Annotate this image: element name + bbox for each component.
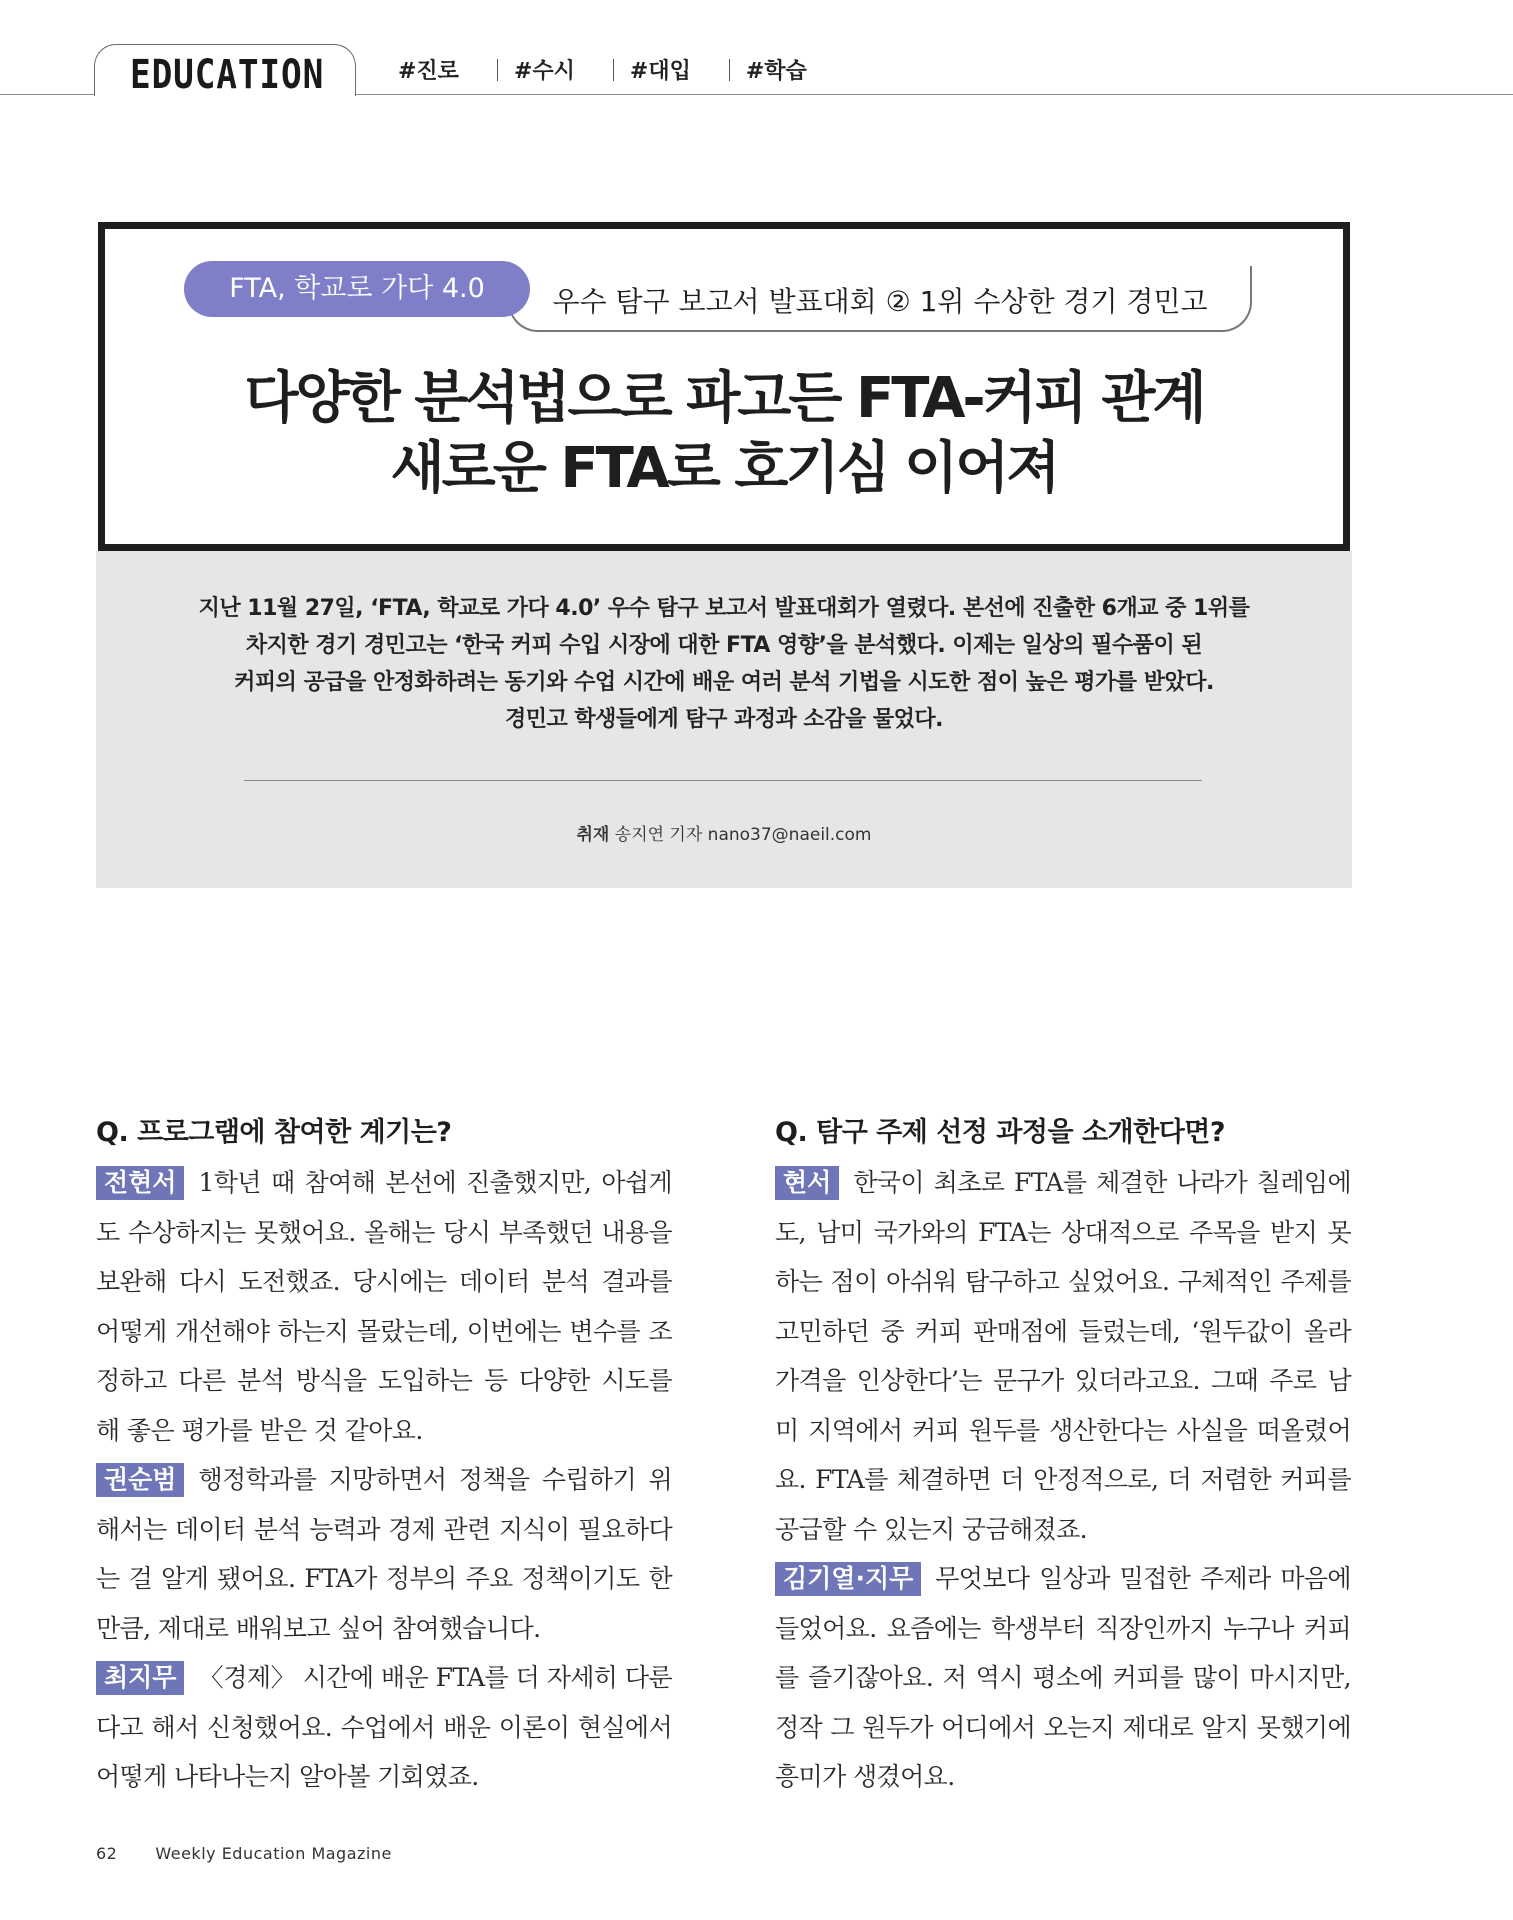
answer-text: 1학년 때 참여해 본선에 진출했지만, 아쉽게도 수상하지는 못했어요. 올해는 당시 부족했던 내용을 보완해 다시 도전했죠. 당시에는 데이터 분석 결과를 어떻게 개선해야 하는지 몰랐는데, 이번에는 변수를 조정하고 다른 분석 방식을 도입하는 등 다양한 시도를 해 좋은 평가를 받은 것 같아요. [96, 1168, 672, 1445]
series-badge: FTA, 학교로 가다 4.0 [184, 261, 530, 317]
section-label: EDUCATION [130, 52, 325, 98]
tag-early-admission[interactable]: #수시 [513, 59, 575, 84]
tag-university-entrance[interactable]: #대입 [629, 59, 691, 84]
answer-text: 행정학과를 지망하면서 정책을 수립하기 위해서는 데이터 분석 능력과 경제 관련 지식이 필요하다는 걸 알게 됐어요. FTA가 정부의 주요 정책이기도 한 만큼, 제대로 배워보고 싶어 참여했습니다. [96, 1465, 672, 1643]
speaker-label: 현서 [775, 1166, 839, 1200]
tag-career[interactable]: #진로 [398, 59, 459, 84]
left-column [96, 1108, 672, 1802]
summary-divider [244, 780, 1202, 781]
article-lead [150, 590, 1298, 738]
tag-list [398, 54, 807, 85]
page-footer [96, 1844, 392, 1863]
right-column [775, 1108, 1351, 1802]
tag-study[interactable]: #학습 [745, 59, 807, 84]
answer-text: 한국이 최초로 FTA를 체결한 나라가 칠레임에도, 남미 국가와의 FTA는 상대적으로 주목을 받지 못하는 점이 아쉬워 탐구하고 싶었어요. 구체적인 주제를 고민하던 중 커피 판매점에 들렀는데, ‘원두값이 올라 가격을 인상한다’는 문구가 있더라고요. 그때 주로 남미 지역에서 커피 원두를 생산한다는 사실을 떠올렸어요. FTA를 체결하면 더 안정적으로, 더 저렴한 커피를 공급할 수 있는지 궁금해졌죠. [775, 1168, 1351, 1544]
byline-author: 송지연 기자 nano37@naeil.com [614, 825, 872, 845]
magazine-name: Weekly Education Magazine [155, 1844, 392, 1863]
tag-separator [613, 59, 614, 81]
answer-text: 무엇보다 일상과 밀접한 주제라 마음에 들었어요. 요즘에는 학생부터 직장인까지 누구나 커피를 즐기잖아요. 저 역시 평소에 커피를 많이 마시지만, 정작 그 원두가 어디에서 오는지 제대로 알지 못했기에 흥미가 생겼어요. [775, 1564, 1351, 1791]
speaker-label: 전현서 [96, 1166, 184, 1200]
question-heading: Q. 탐구 주제 선정 과정을 소개한다면? [775, 1117, 1226, 1148]
speaker-label: 최지무 [96, 1661, 184, 1695]
tag-separator [497, 59, 498, 81]
article-subtitle: 우수 탐구 보고서 발표대회 ② 1위 수상한 경기 경민고 [552, 285, 1208, 318]
speaker-label: 권순범 [96, 1463, 184, 1497]
tag-separator [729, 59, 730, 81]
lead-line: 경민고 학생들에게 탐구 과정과 소감을 물었다. [505, 707, 943, 732]
answer-paragraph [96, 1455, 672, 1653]
headline-line-1: 다양한 분석법으로 파고든 FTA-커피 관계 [244, 366, 1204, 431]
answer-paragraph [775, 1554, 1351, 1802]
lead-line: 지난 11월 27일, ‘FTA, 학교로 가다 4.0’ 우수 탐구 보고서 발표대회가 열렸다. 본선에 진출한 6개교 중 1위를 [198, 596, 1250, 621]
answer-paragraph [775, 1158, 1351, 1554]
answer-paragraph [96, 1653, 672, 1802]
lead-line: 차지한 경기 경민고는 ‘한국 커피 수입 시장에 대한 FTA 영향’을 분석했다. 이제는 일상의 필수품이 된 [245, 633, 1203, 658]
lead-line: 커피의 공급을 안정화하려는 동기와 수업 시간에 배운 여러 분석 기법을 시도한 점이 높은 평가를 받았다. [234, 670, 1214, 695]
speaker-label: 김기열·지무 [775, 1562, 921, 1596]
headline-line-2: 새로운 FTA로 호기심 이어져 [390, 436, 1058, 501]
article-headline [98, 364, 1350, 504]
question-heading: Q. 프로그램에 참여한 계기는? [96, 1117, 452, 1148]
page-number: 62 [96, 1844, 118, 1863]
answer-text: 〈경제〉 시간에 배운 FTA를 더 자세히 다룬다고 해서 신청했어요. 수업에서 배운 이론이 현실에서 어떻게 나타나는지 알아볼 기회였죠. [96, 1663, 672, 1791]
byline-label: 취재 [576, 825, 610, 845]
byline [96, 820, 1352, 845]
answer-paragraph [96, 1158, 672, 1455]
